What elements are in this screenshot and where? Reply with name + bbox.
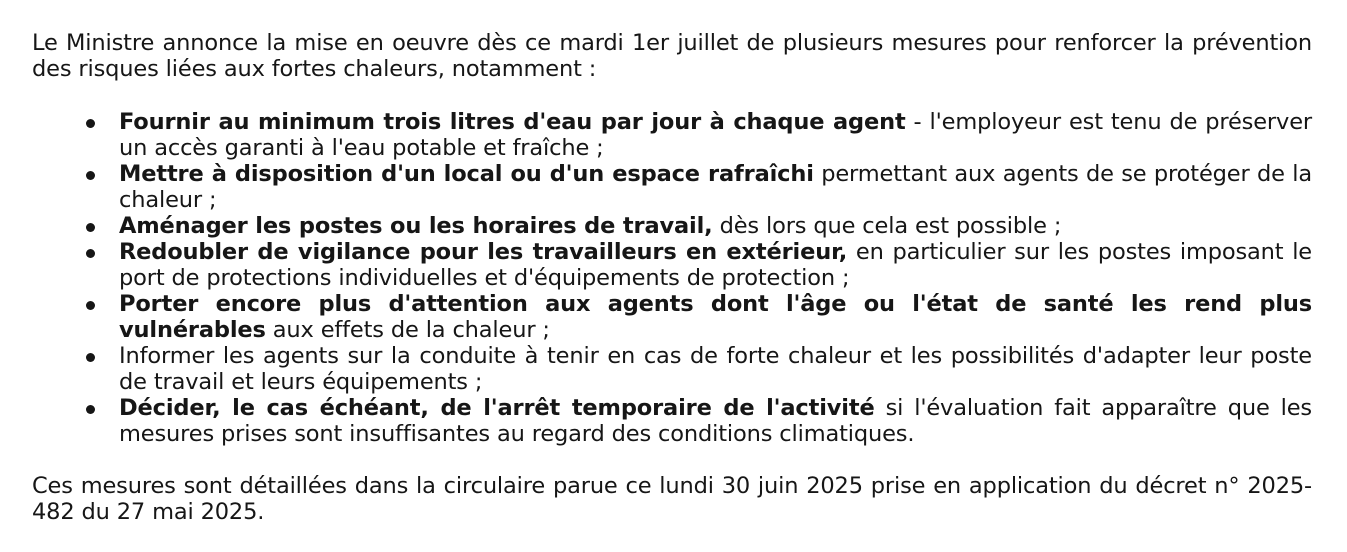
bullet-icon — [86, 353, 95, 362]
measure-text: en particulier sur les postes imposant le port de protections individuelles et d'équipements de protection ; — [119, 239, 1312, 291]
list-item — [119, 109, 1312, 161]
list-item — [119, 239, 1312, 291]
list-item — [119, 213, 1312, 239]
list-item — [119, 161, 1312, 213]
measure-text: Informer les agents sur la conduite à tenir en cas de forte chaleur et les possibilités d'adapter leur poste de travail et leurs équipements ; — [119, 343, 1312, 395]
measure-title: Aménager les postes ou les horaires de travail, — [119, 213, 713, 239]
bullet-icon — [86, 301, 95, 310]
bullet-icon — [86, 119, 95, 128]
measure-title: Porter encore plus d'attention aux agents dont l'âge ou l'état de santé les rend plus vulnérables — [119, 291, 1312, 343]
measure-text: permettant aux agents de se protéger de la chaleur ; — [119, 161, 1312, 213]
intro-paragraph: Le Ministre annonce la mise en oeuvre dès ce mardi 1er juillet de plusieurs mesures pour renforcer la prévention des risques liées aux fortes chaleurs, notamment : — [32, 30, 1312, 82]
measure-title: Mettre à disposition d'un local ou d'un espace rafraîchi — [119, 161, 814, 187]
measure-title: Redoubler de vigilance pour les travailleurs en extérieur, — [119, 239, 848, 265]
measure-text: - l'employeur est tenu de préserver un accès garanti à l'eau potable et fraîche ; — [119, 109, 1312, 161]
bullet-icon — [86, 405, 95, 414]
measure-text: si l'évaluation fait apparaître que les mesures prises sont insuffisantes au regard des conditions climatiques. — [119, 395, 1312, 447]
list-item — [119, 343, 1312, 395]
measure-title: Fournir au minimum trois litres d'eau par jour à chaque agent — [119, 109, 906, 135]
outro-paragraph: Ces mesures sont détaillées dans la circulaire parue ce lundi 30 juin 2025 prise en application du décret n° 2025-482 du 27 mai 2025. — [32, 473, 1312, 525]
measure-text: aux effets de la chaleur ; — [265, 317, 550, 343]
list-item — [119, 291, 1312, 343]
bullet-icon — [86, 171, 95, 180]
article-body — [32, 30, 1312, 525]
measure-text: dès lors que cela est possible ; — [712, 213, 1062, 239]
measure-title: Décider, le cas échéant, de l'arrêt temporaire de l'activité — [119, 395, 875, 421]
bullet-icon — [86, 249, 95, 258]
bullet-icon — [86, 223, 95, 232]
measures-list — [32, 109, 1312, 447]
list-item — [119, 395, 1312, 447]
